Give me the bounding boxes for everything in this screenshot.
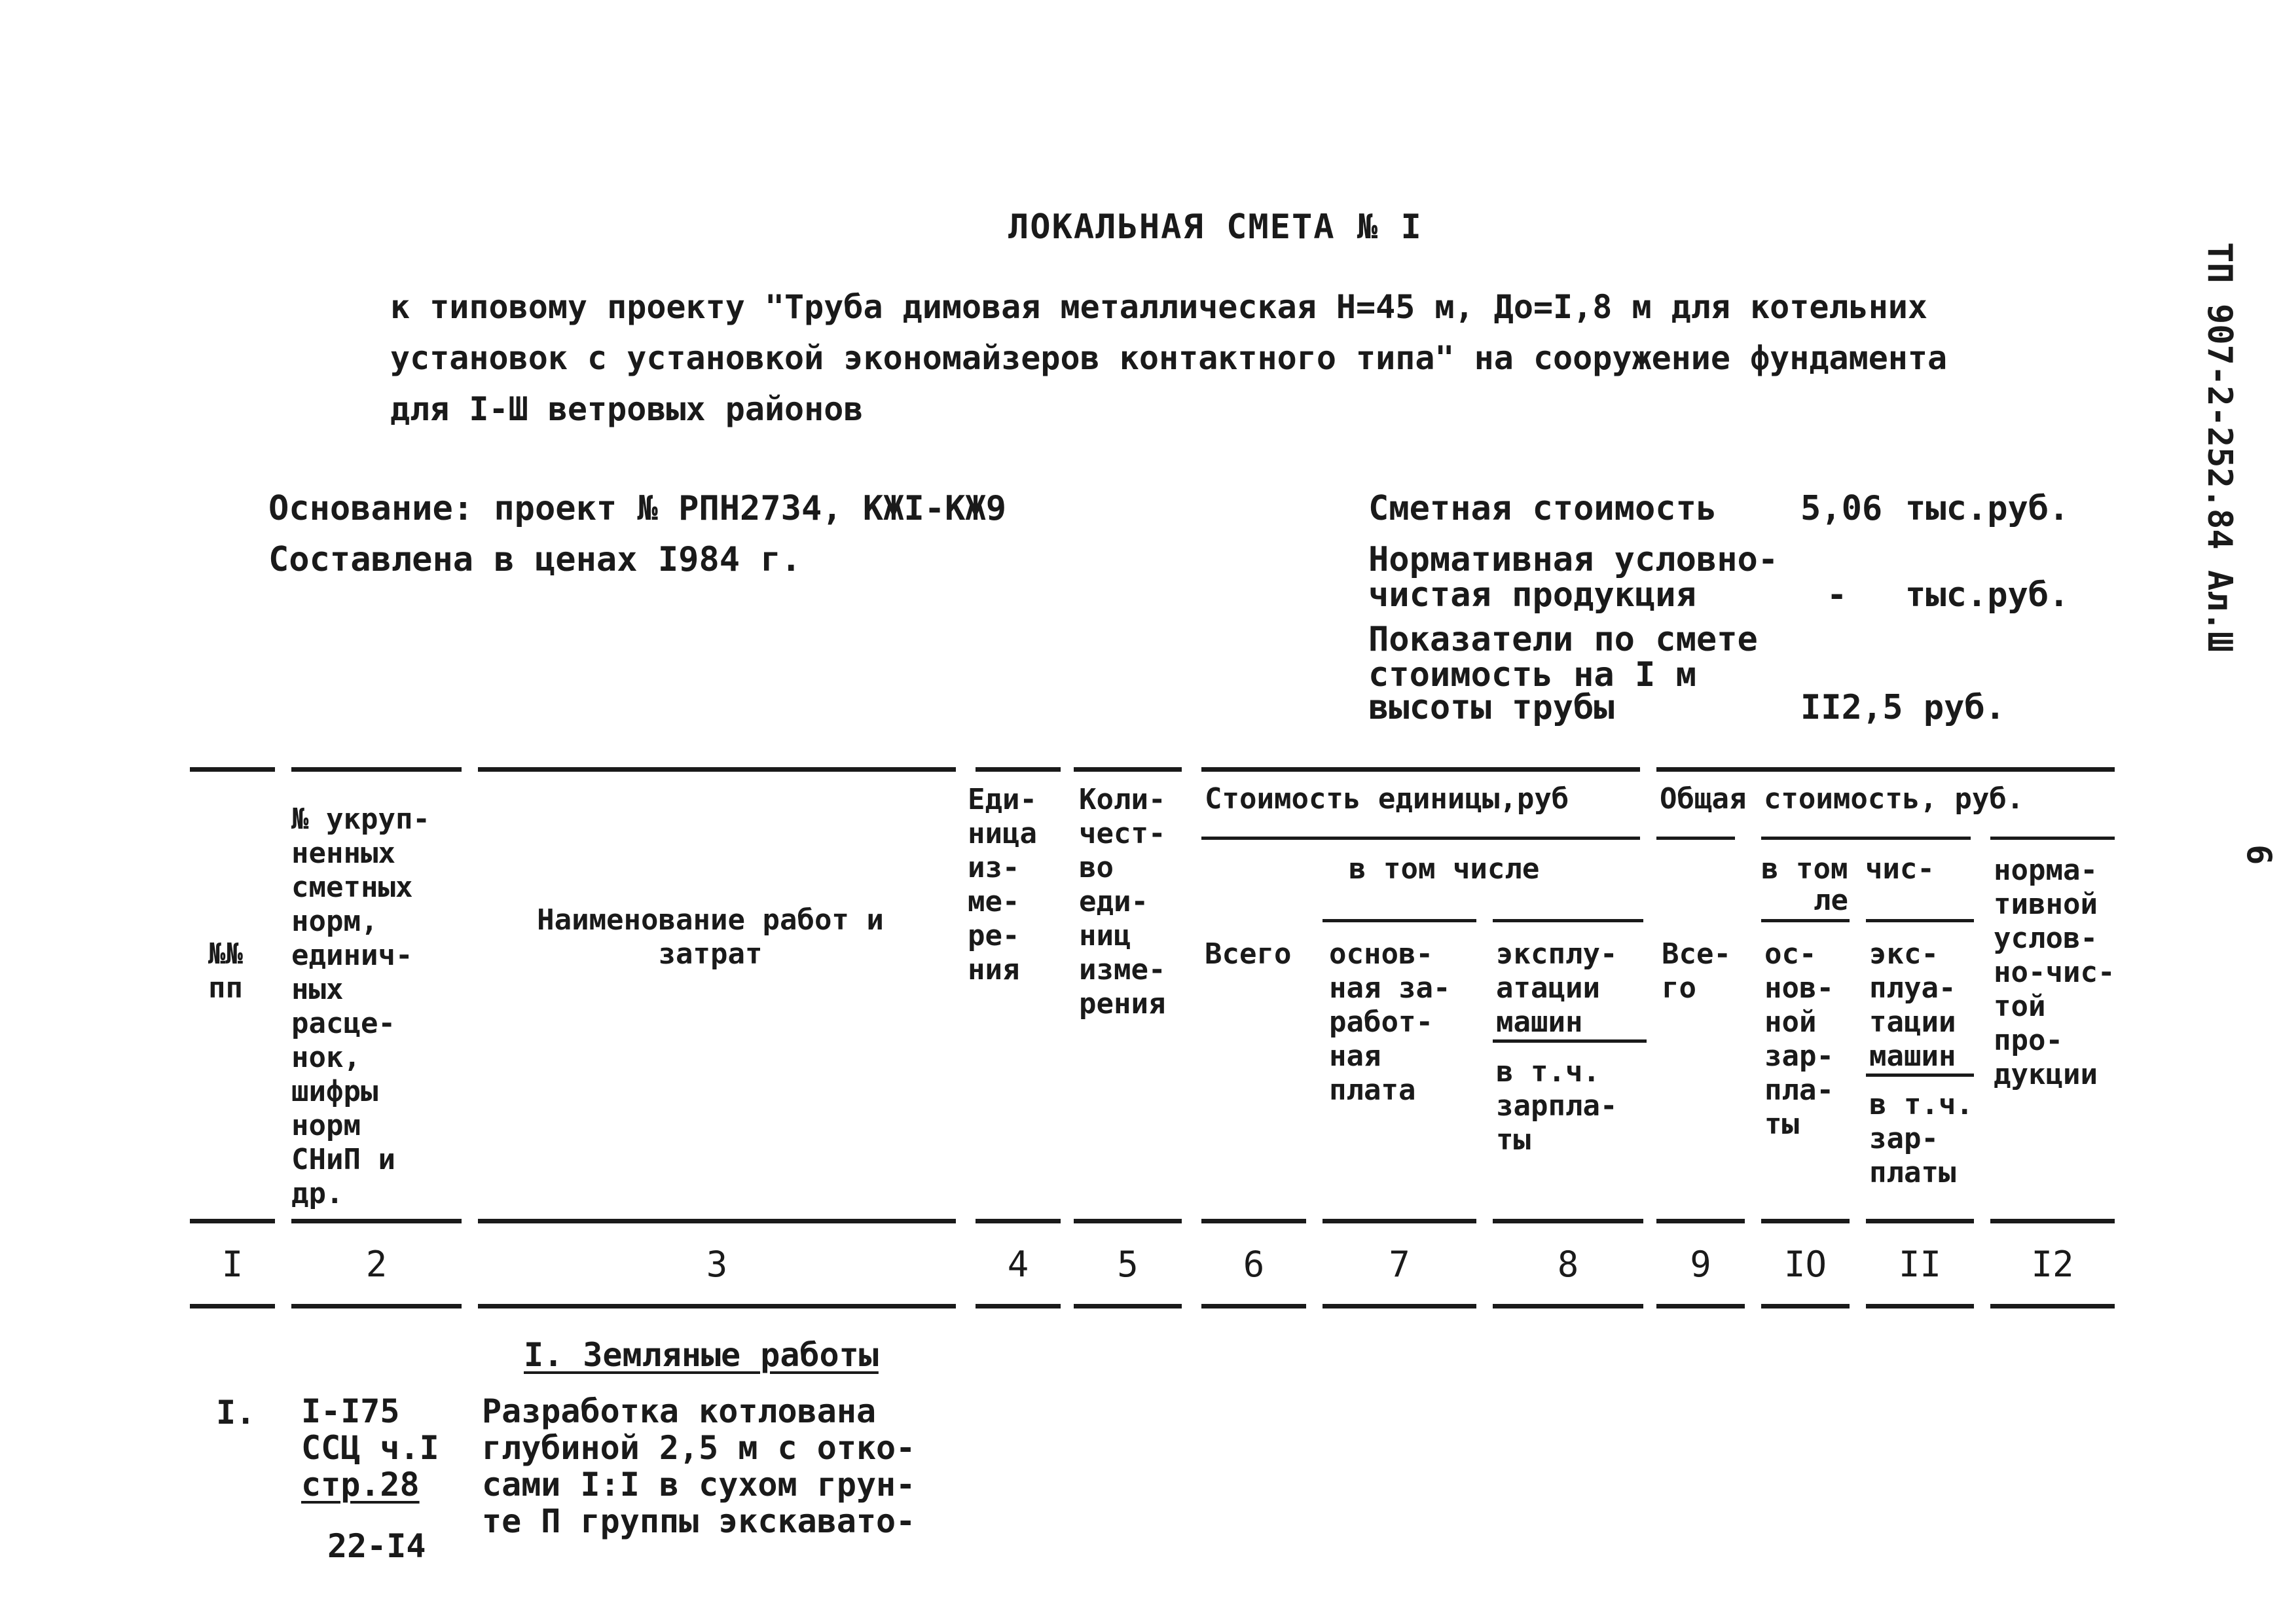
table-rule [1323, 1219, 1476, 1223]
prices-text: Составлена в ценах I984 г. [268, 540, 801, 579]
header-col9: Все- го [1662, 937, 1731, 1005]
table-rule [1201, 1219, 1306, 1223]
normative-label: Нормативная условно- [1368, 540, 1779, 579]
page-number: 6 [2239, 844, 2278, 865]
column-number: 8 [1557, 1244, 1579, 1285]
side-document-code: ТП 907-2-252.84 Ал.Ш [2200, 242, 2239, 653]
table-rule [976, 1219, 1061, 1223]
table-rule [291, 767, 462, 772]
header-col1: №№ пп [208, 937, 243, 1005]
row-number: I. [216, 1394, 256, 1432]
indicators-label: Показатели по смете [1368, 620, 1758, 659]
table-rule [1493, 1039, 1647, 1043]
table-rule [1493, 919, 1643, 922]
document-subtitle [390, 281, 2066, 435]
table-rule [478, 1304, 956, 1308]
table-rule [976, 767, 1061, 772]
table-rule [1201, 1304, 1306, 1308]
table-rule [1493, 1304, 1643, 1308]
column-number: 6 [1243, 1244, 1265, 1285]
column-number: 4 [1007, 1244, 1029, 1285]
subtitle-line: для I-Ш ветровых районов [390, 390, 864, 428]
header-col2: № укруп- ненных сметных норм, единич- ных расце- нок, шифры норм СНиП и др. [291, 803, 430, 1210]
normative-unit: тыс.руб. [1905, 575, 2070, 615]
table-rule [1074, 1304, 1182, 1308]
total-cost-incl-header: ле [1814, 884, 1848, 917]
table-rule [1761, 1219, 1850, 1223]
indicators-label: стоимость на I м [1368, 655, 1696, 695]
table-rule [1656, 1219, 1745, 1223]
basis-text: Основание: проект № РПН2734, КЖI-КЖ9 [268, 489, 1007, 528]
table-rule [1493, 1219, 1643, 1223]
indicators-value: II2,5 руб. [1800, 688, 2006, 727]
section-title: I. Земляные работы [524, 1336, 879, 1374]
table-rule [1990, 1304, 2115, 1308]
unit-cost-incl-header: в том числе [1349, 852, 1540, 886]
normative-value: - [1827, 575, 1848, 615]
column-number: 3 [706, 1244, 728, 1285]
column-number: 2 [365, 1244, 388, 1285]
table-rule [1323, 1304, 1476, 1308]
row-code-extra: 22-I4 [327, 1527, 426, 1565]
table-rule [976, 1304, 1061, 1308]
column-number: I [221, 1244, 244, 1285]
header-col4: Еди- ница из- ме- ре- ния [968, 783, 1037, 986]
table-rule [1866, 1074, 1974, 1077]
column-number: 9 [1690, 1244, 1711, 1285]
table-rule [1656, 767, 2115, 772]
header-col6: Всего [1205, 937, 1292, 971]
estimated-cost-unit: тыс.руб. [1905, 489, 2070, 528]
header-col11-wages: в т.ч. зар- платы [1869, 1088, 1973, 1189]
header-col11-machines: экс- плуа- тации машин [1869, 937, 1956, 1073]
table-rule [1074, 767, 1182, 772]
table-rule [1761, 837, 1971, 840]
header-col10: ос- нов- ной зар- пла- ты [1764, 937, 1834, 1141]
column-number: II [1898, 1244, 1942, 1285]
table-rule [291, 1219, 462, 1223]
header-col3: Наименование работ и затрат [537, 903, 884, 971]
header-col8-wages: в т.ч. зарпла- ты [1496, 1055, 1618, 1157]
table-rule [478, 767, 956, 772]
document-title: ЛОКАЛЬНАЯ СМЕТА № I [1008, 208, 1423, 247]
total-cost-group-header: Общая стоимость, руб. [1660, 782, 2024, 816]
subtitle-line: к типовому проекту "Труба димовая металлическая Н=45 м, До=I,8 м для котельних [390, 288, 1927, 326]
indicators-label: высоты трубы [1368, 688, 1615, 727]
row-code: I-I75 ССЦ ч.I стр.28 [301, 1392, 439, 1504]
estimated-cost-value: 5,06 [1800, 489, 1883, 528]
table-rule [190, 1304, 275, 1308]
table-rule [478, 1219, 956, 1223]
normative-label: чистая продукция [1368, 575, 1696, 615]
header-col5: Коли- чест- во еди- ниц изме- рения [1079, 783, 1166, 1020]
subtitle-line: установок с установкой экономайзеров контактного типа" на сооружение фундамента [390, 339, 1948, 377]
table-rule [1990, 1219, 2115, 1223]
table-rule [1866, 1304, 1974, 1308]
table-rule [1656, 1304, 1745, 1308]
table-rule [291, 1304, 462, 1308]
unit-cost-group-header: Стоимость единицы,руб [1205, 782, 1569, 816]
table-rule [1074, 1219, 1182, 1223]
table-rule [1990, 837, 2115, 840]
table-rule [190, 767, 275, 772]
table-rule [1656, 837, 1735, 840]
column-number: I2 [2031, 1244, 2074, 1285]
total-cost-incl-header: в том чис- [1761, 852, 1935, 886]
row-work-name: Разработка котлована глубиной 2,5 м с отко- сами I:I в сухом грун- те П группы экскавато- [482, 1392, 916, 1540]
table-rule [1761, 1304, 1850, 1308]
header-col12: норма- тивной услов- но-чис- той про- дукции [1994, 854, 2115, 1091]
table-rule [1761, 919, 1850, 922]
header-col8-machines: эксплу- атации машин [1496, 937, 1618, 1039]
column-number: 7 [1389, 1244, 1410, 1285]
table-rule [1201, 767, 1640, 772]
table-rule [1866, 919, 1974, 922]
table-rule [1201, 837, 1640, 840]
column-number: 5 [1117, 1244, 1139, 1285]
table-rule [1323, 919, 1476, 922]
column-number: IO [1783, 1244, 1827, 1285]
header-col7: основ- ная за- работ- ная плата [1329, 937, 1451, 1107]
table-rule [190, 1219, 275, 1223]
table-rule [1866, 1219, 1974, 1223]
estimated-cost-label: Сметная стоимость [1368, 489, 1717, 528]
